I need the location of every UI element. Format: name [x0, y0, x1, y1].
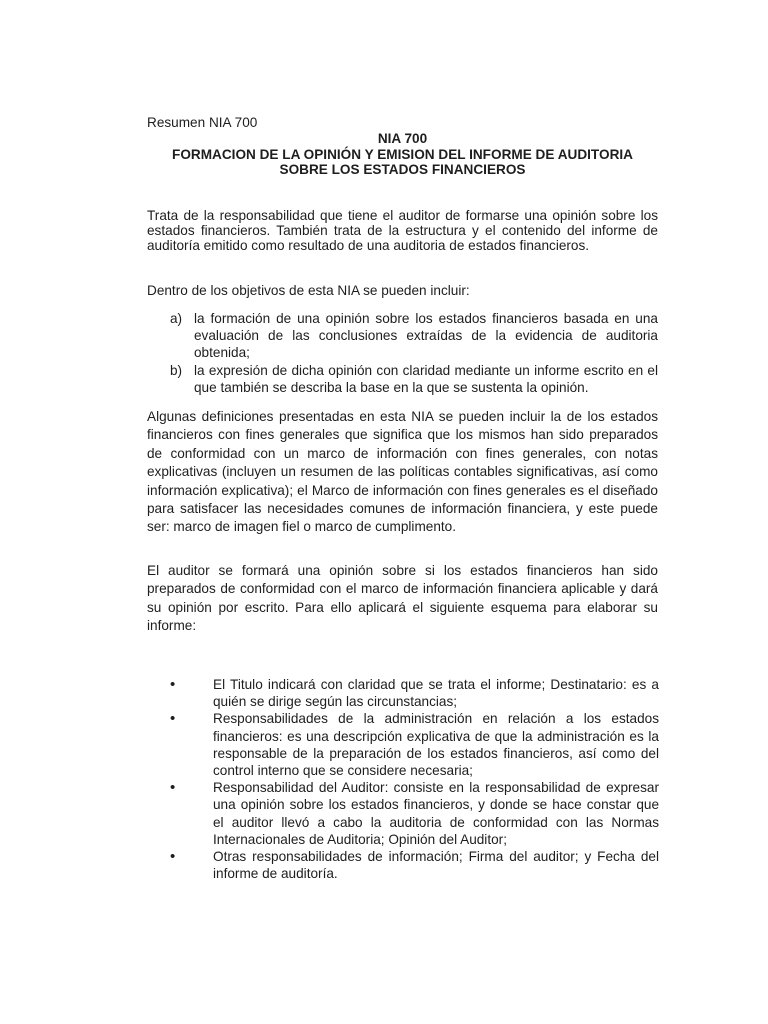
- opinion-paragraph: El auditor se formará una opinión sobre si los estados financieros han sido preparados de conformidad con el marco de información financiera aplicable y dará su opinión por escrito. Para ello aplicará el siguiente esquema para elaborar su informe:: [147, 563, 658, 634]
- objectives-list: [170, 310, 658, 396]
- intro-paragraph: Trata de la responsabilidad que tiene el auditor de formarse una opinión sobre los estados financieros. También trata de la estructura y el contenido del informe de auditoría emitido como resultado de una auditoria de estados financieros.: [147, 208, 658, 254]
- objectives-lead-paragraph: Dentro de los objetivos de esta NIA se pueden incluir:: [147, 283, 470, 298]
- report-item-text: Responsabilidad del Auditor: consiste en la responsabilidad de expresar una opinión sobre los estados financieros, y donde se hace constar que el auditor llevó a cabo la auditoria de conformidad con las Normas Internacionales de Auditoria; Opinión del Auditor;: [213, 780, 659, 847]
- list-marker: b): [170, 362, 183, 378]
- objective-text: la expresión de dicha opinión con claridad mediante un informe escrito en el que también se describa la base en la que se sustenta la opinión.: [194, 362, 658, 395]
- document-label: Resumen NIA 700: [147, 115, 258, 130]
- bullet-icon: •: [170, 779, 176, 797]
- report-item: [170, 676, 659, 710]
- definitions-paragraph: Algunas definiciones presentadas en esta NIA se pueden incluir la de los estados financieros con fines generales que significa que los mismos han sido preparados de conformidad con un marco de información con fines generales, con notas explicativas (incluyen un resumen de las políticas contables significativas, así como información explicativa); el Marco de información con fines generales es el diseñado para satisfacer las necesidades comunes de información financiera, y este puede ser: marco de imagen fiel o marco de cumplimento.: [147, 409, 658, 535]
- report-item-text: Otras responsabilidades de información; Firma del auditor; y Fecha del informe de auditoría.: [213, 849, 659, 882]
- report-item-text: El Titulo indicará con claridad que se trata el informe; Destinatario: es a quién se dirige según las circunstancias;: [213, 677, 659, 710]
- report-item-text: Responsabilidades de la administración en relación a los estados financieros: es una descripción explicativa de que la administración es la responsable de la preparación de los estados financieros, así como del control interno que se considere necesaria;: [213, 711, 659, 779]
- report-item: [170, 848, 659, 882]
- list-marker: a): [170, 311, 183, 326]
- objective-text: la formación de una opinión sobre los estados financieros basada en una evaluación de las conclusiones extraídas de la evidencia de auditoria obtenida;: [194, 311, 658, 361]
- document-heading: [147, 131, 658, 178]
- objective-item: [170, 310, 658, 362]
- heading-standard-number: NIA 700: [377, 131, 428, 146]
- heading-title-line-1: FORMACION DE LA OPINIÓN Y EMISION DEL INFORME DE AUDITORIA: [172, 146, 633, 162]
- bullet-icon: •: [170, 848, 176, 866]
- bullet-icon: •: [170, 710, 176, 728]
- bullet-icon: •: [170, 676, 176, 693]
- report-structure-list: [170, 676, 659, 882]
- report-item: [170, 710, 659, 779]
- report-item: [170, 779, 659, 848]
- objective-item: [170, 362, 658, 396]
- heading-title-line-2: SOBRE LOS ESTADOS FINANCIEROS: [279, 162, 526, 177]
